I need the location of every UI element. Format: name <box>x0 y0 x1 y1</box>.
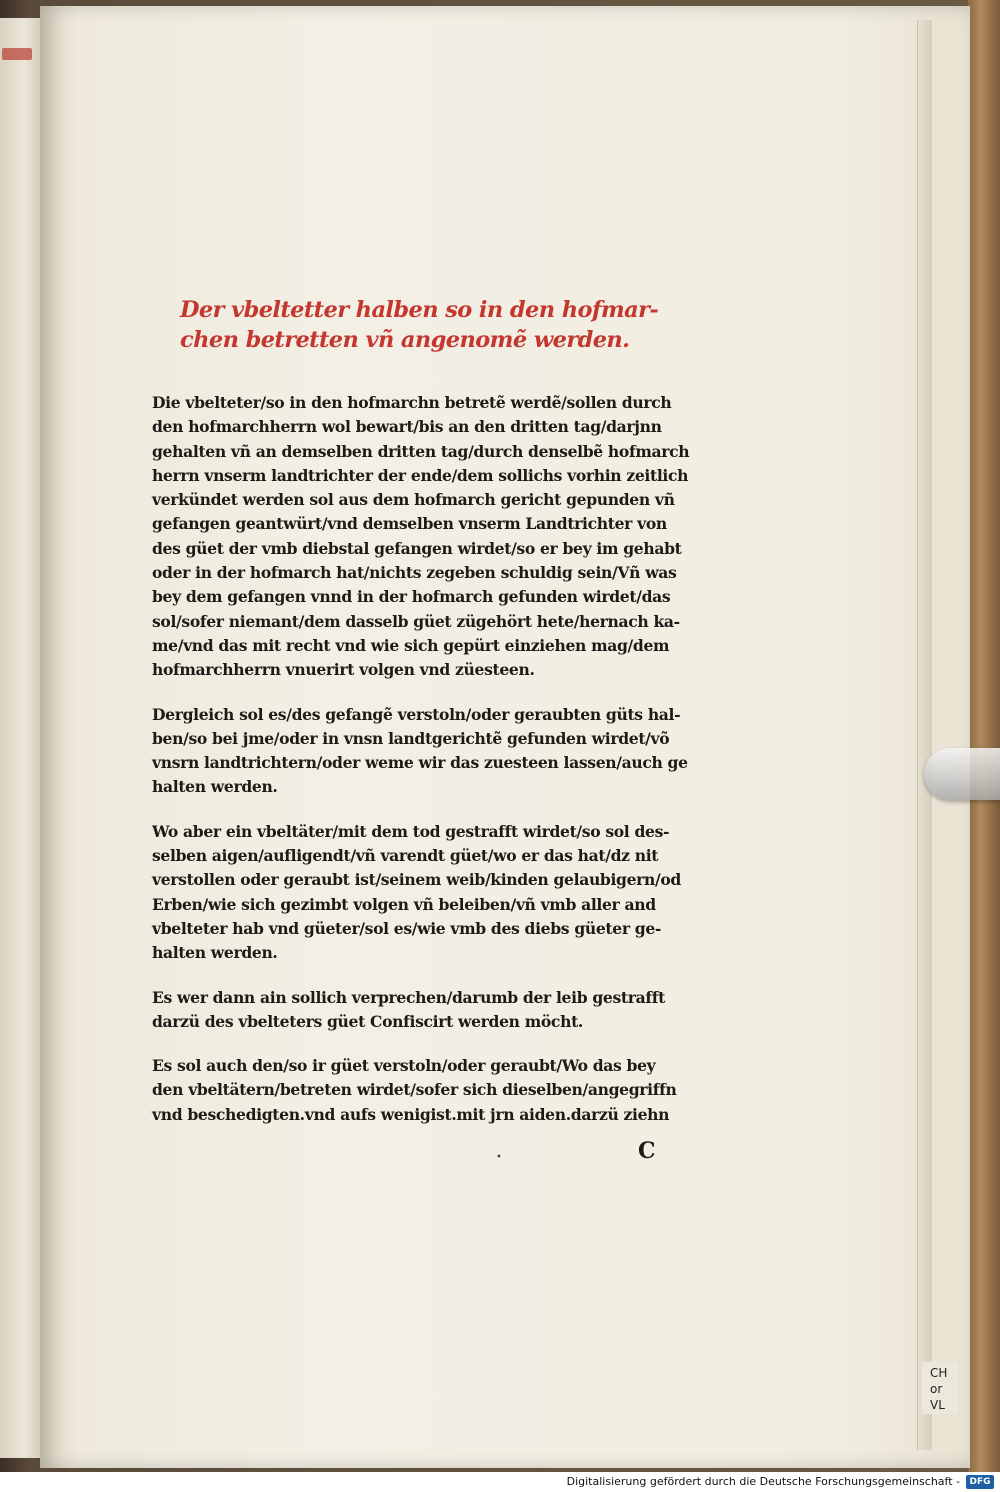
stamp-line: or <box>930 1382 943 1396</box>
text-line: des güet der vmb diebstal gefangen wirdet/so er bey im gehabt <box>152 538 682 558</box>
text-line: Es sol auch den/so ir güet verstoln/oder geraubt/Wo das bey <box>152 1056 656 1076</box>
text-line: Dergleich sol es/des gefangẽ verstoln/oder geraubten güts hal- <box>152 704 681 724</box>
text-line: den vbeltätern/betreten wirdet/sofer sich dieselben/angegriffn <box>152 1080 677 1100</box>
document-text <box>152 295 702 1147</box>
text-line: gehalten vñ an demselben dritten tag/durch denselbẽ hofmarch <box>152 441 690 461</box>
text-line: herrn vnserm landtrichter der ende/dem sollichs vorhin zeitlich <box>152 465 689 485</box>
text-line: Es wer dann ain sollich verprechen/darumb der leib gestrafft <box>152 987 665 1007</box>
text-line: sol/sofer niemant/dem dasselb güet zügehört hete/hernach ka- <box>152 611 680 631</box>
paragraph-1 <box>152 391 702 683</box>
ink-dot: • <box>496 1152 502 1163</box>
paragraph-2 <box>152 703 702 800</box>
heading-line: chen betretten vñ angenomẽ werden. <box>180 327 630 353</box>
cover-edge <box>968 0 1000 1472</box>
text-line: halten werden. <box>152 777 278 797</box>
text-line: oder in der hofmarch hat/nichts zegeben schuldig sein/Vñ was <box>152 563 677 583</box>
text-line: hofmarchherrn vnuerirt volgen vnd züesteen. <box>152 660 535 680</box>
text-line: me/vnd das mit recht vnd wie sich gepürt einziehen mag/dem <box>152 635 670 655</box>
signature-mark: C <box>638 1138 656 1164</box>
text-line: den hofmarchherrn wol bewart/bis an den dritten tag/darjnn <box>152 417 662 437</box>
footer-credit: Digitalisierung gefördert durch die Deutsche Forschungsgemeinschaft - <box>566 1475 960 1488</box>
footer-bar <box>0 1472 1000 1492</box>
section-heading <box>180 295 702 355</box>
text-line: vnsrn landtrichtern/oder weme wir das zuesteen lassen/auch ge <box>152 753 688 773</box>
stamp-line: CH <box>930 1366 948 1380</box>
text-line: halten werden. <box>152 943 278 963</box>
text-line: verstollen oder geraubt ist/seinem weib/kinden gelaubigern/od <box>152 870 681 890</box>
text-line: Wo aber ein vbeltäter/mit dem tod gestrafft wirdet/so sol des- <box>152 821 670 841</box>
text-line: selben aigen/aufligendt/vñ varendt güet/wo er das hat/dz nit <box>152 846 659 866</box>
paragraph-3 <box>152 820 702 966</box>
text-line: darzü des vbelteters güet Confiscirt werden möcht. <box>152 1011 583 1031</box>
bookmark-clip <box>924 748 1000 800</box>
page-stack-edge <box>917 20 932 1450</box>
dfg-logo[interactable]: DFG <box>966 1475 994 1489</box>
paragraph-4 <box>152 986 702 1035</box>
rubric-edge-mark <box>2 48 32 60</box>
text-line: Die vbelteter/so in den hofmarchn betretẽ werdẽ/sollen durch <box>152 393 672 412</box>
text-line: ben/so bei jme/oder in vnsn landtgerichtẽ gefunden wirdet/võ <box>152 728 670 748</box>
text-line: Erben/wie sich gezimbt volgen vñ beleiben/vñ vmb aller and <box>152 894 656 914</box>
text-line: vnd beschedigten.vnd aufs wenigist.mit jrn aiden.darzü ziehn <box>152 1104 670 1124</box>
text-line: verkündet werden sol aus dem hofmarch gericht gepunden vñ <box>152 490 675 510</box>
text-line: bey dem gefangen vnnd in der hofmarch gefunden wirdet/das <box>152 587 671 607</box>
text-line: gefangen geantwürt/vnd demselben vnserm Landtrichter von <box>152 514 667 534</box>
library-stamp <box>922 1362 958 1414</box>
paragraph-5 <box>152 1054 702 1127</box>
left-page-edge <box>0 18 44 1458</box>
stamp-line: VL <box>930 1398 945 1412</box>
text-line: vbelteter hab vnd güeter/sol es/wie vmb des diebs güeter ge- <box>152 918 662 938</box>
heading-line: Der vbeltetter halben so in den hofmar- <box>180 297 659 323</box>
